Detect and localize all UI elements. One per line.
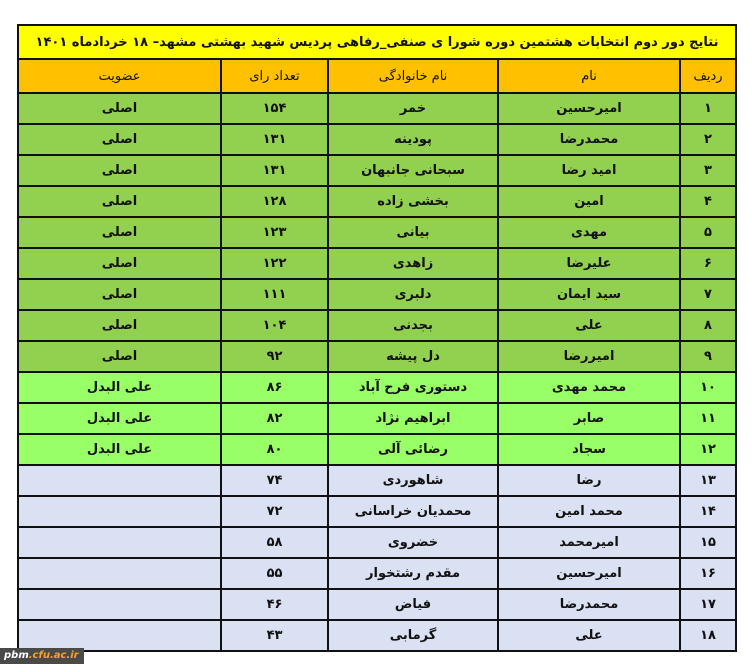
cell-row: ۱ xyxy=(680,93,736,124)
cell-last-name: بیانی xyxy=(328,217,498,248)
cell-membership xyxy=(18,589,221,620)
cell-row: ۶ xyxy=(680,248,736,279)
table-row xyxy=(18,403,736,434)
cell-row: ۱۶ xyxy=(680,558,736,589)
table-row xyxy=(18,217,736,248)
cell-votes: ۱۵۴ xyxy=(221,93,328,124)
header-votes: تعداد رای xyxy=(221,59,328,93)
cell-last-name: شاهوردی xyxy=(328,465,498,496)
cell-last-name: فیاض xyxy=(328,589,498,620)
table-row xyxy=(18,620,736,651)
cell-first-name: امین xyxy=(498,186,680,217)
cell-first-name: علی xyxy=(498,310,680,341)
cell-last-name: بجدنی xyxy=(328,310,498,341)
table-row xyxy=(18,186,736,217)
cell-row: ۱۷ xyxy=(680,589,736,620)
cell-votes: ۱۳۱ xyxy=(221,155,328,186)
cell-last-name: گرمابی xyxy=(328,620,498,651)
cell-membership: اصلی xyxy=(18,93,221,124)
table-row xyxy=(18,248,736,279)
cell-membership xyxy=(18,527,221,558)
cell-first-name: محمد مهدی xyxy=(498,372,680,403)
table-title: نتایج دور دوم انتخابات هشتمین دوره شورا ی صنفی_رفاهی پردیس شهید بهشتی مشهد– ۱۸ خردادماه ۱۴۰۱ xyxy=(18,25,736,59)
cell-last-name: دستوری فرح آباد xyxy=(328,372,498,403)
cell-last-name: دل پیشه xyxy=(328,341,498,372)
cell-row: ۴ xyxy=(680,186,736,217)
table-row xyxy=(18,558,736,589)
cell-first-name: سید ایمان xyxy=(498,279,680,310)
cell-first-name: علیرضا xyxy=(498,248,680,279)
cell-row: ۹ xyxy=(680,341,736,372)
cell-membership: اصلی xyxy=(18,310,221,341)
table-row xyxy=(18,155,736,186)
cell-first-name: امید رضا xyxy=(498,155,680,186)
election-results-table xyxy=(17,24,737,652)
table-row xyxy=(18,279,736,310)
cell-votes: ۱۳۱ xyxy=(221,124,328,155)
cell-row: ۱۰ xyxy=(680,372,736,403)
cell-last-name: سبحانی جانبهان xyxy=(328,155,498,186)
cell-votes: ۱۲۸ xyxy=(221,186,328,217)
cell-last-name: ابراهیم نژاد xyxy=(328,403,498,434)
cell-row: ۱۴ xyxy=(680,496,736,527)
table-row xyxy=(18,341,736,372)
cell-first-name: امیرحسین xyxy=(498,558,680,589)
cell-last-name: محمدیان خراسانی xyxy=(328,496,498,527)
cell-first-name: مهدی xyxy=(498,217,680,248)
cell-membership xyxy=(18,465,221,496)
cell-votes: ۵۵ xyxy=(221,558,328,589)
header-row xyxy=(18,59,736,93)
watermark-prefix: pbm xyxy=(4,650,29,661)
cell-votes: ۸۰ xyxy=(221,434,328,465)
table-row xyxy=(18,465,736,496)
cell-membership: اصلی xyxy=(18,279,221,310)
cell-votes: ۴۳ xyxy=(221,620,328,651)
cell-votes: ۸۶ xyxy=(221,372,328,403)
cell-first-name: امیررضا xyxy=(498,341,680,372)
cell-row: ۲ xyxy=(680,124,736,155)
cell-first-name: محمد امین xyxy=(498,496,680,527)
cell-votes: ۱۱۱ xyxy=(221,279,328,310)
table-row xyxy=(18,589,736,620)
cell-first-name: صابر xyxy=(498,403,680,434)
watermark xyxy=(0,648,84,664)
cell-votes: ۵۸ xyxy=(221,527,328,558)
cell-first-name: امیرحسین xyxy=(498,93,680,124)
table-row xyxy=(18,93,736,124)
table-row xyxy=(18,527,736,558)
cell-row: ۵ xyxy=(680,217,736,248)
cell-row: ۱۲ xyxy=(680,434,736,465)
header-last-name: نام خانوادگی xyxy=(328,59,498,93)
cell-last-name: رضائی آلی xyxy=(328,434,498,465)
cell-first-name: علی xyxy=(498,620,680,651)
cell-row: ۸ xyxy=(680,310,736,341)
cell-first-name: امیرمحمد xyxy=(498,527,680,558)
cell-votes: ۱۲۳ xyxy=(221,217,328,248)
cell-row: ۱۱ xyxy=(680,403,736,434)
watermark-suffix: .cfu.ac.ir xyxy=(28,650,79,661)
cell-last-name: خمر xyxy=(328,93,498,124)
header-membership: عضویت xyxy=(18,59,221,93)
cell-votes: ۱۰۴ xyxy=(221,310,328,341)
cell-membership: اصلی xyxy=(18,217,221,248)
cell-last-name: دلبری xyxy=(328,279,498,310)
cell-last-name: بخشی زاده xyxy=(328,186,498,217)
cell-row: ۱۳ xyxy=(680,465,736,496)
cell-membership: علی البدل xyxy=(18,434,221,465)
cell-row: ۱۵ xyxy=(680,527,736,558)
cell-last-name: زاهدی xyxy=(328,248,498,279)
cell-last-name: پودینه xyxy=(328,124,498,155)
header-first-name: نام xyxy=(498,59,680,93)
cell-first-name: محمدرضا xyxy=(498,124,680,155)
cell-membership: اصلی xyxy=(18,341,221,372)
cell-membership: اصلی xyxy=(18,124,221,155)
cell-last-name: مقدم رشتخوار xyxy=(328,558,498,589)
cell-membership: اصلی xyxy=(18,155,221,186)
cell-first-name: محمدرضا xyxy=(498,589,680,620)
cell-membership: علی البدل xyxy=(18,403,221,434)
cell-row: ۷ xyxy=(680,279,736,310)
cell-membership: اصلی xyxy=(18,248,221,279)
table-row xyxy=(18,434,736,465)
cell-membership xyxy=(18,558,221,589)
cell-row: ۳ xyxy=(680,155,736,186)
cell-votes: ۴۶ xyxy=(221,589,328,620)
cell-votes: ۷۴ xyxy=(221,465,328,496)
table-row xyxy=(18,124,736,155)
cell-last-name: خضروی xyxy=(328,527,498,558)
cell-votes: ۱۲۲ xyxy=(221,248,328,279)
cell-first-name: سجاد xyxy=(498,434,680,465)
header-row-number: ردیف xyxy=(680,59,736,93)
table-row xyxy=(18,310,736,341)
cell-votes: ۸۲ xyxy=(221,403,328,434)
cell-row: ۱۸ xyxy=(680,620,736,651)
table-row xyxy=(18,496,736,527)
table-row xyxy=(18,372,736,403)
cell-membership: علی البدل xyxy=(18,372,221,403)
cell-first-name: رضا xyxy=(498,465,680,496)
cell-votes: ۹۲ xyxy=(221,341,328,372)
cell-membership xyxy=(18,620,221,651)
cell-membership xyxy=(18,496,221,527)
cell-membership: اصلی xyxy=(18,186,221,217)
cell-votes: ۷۲ xyxy=(221,496,328,527)
